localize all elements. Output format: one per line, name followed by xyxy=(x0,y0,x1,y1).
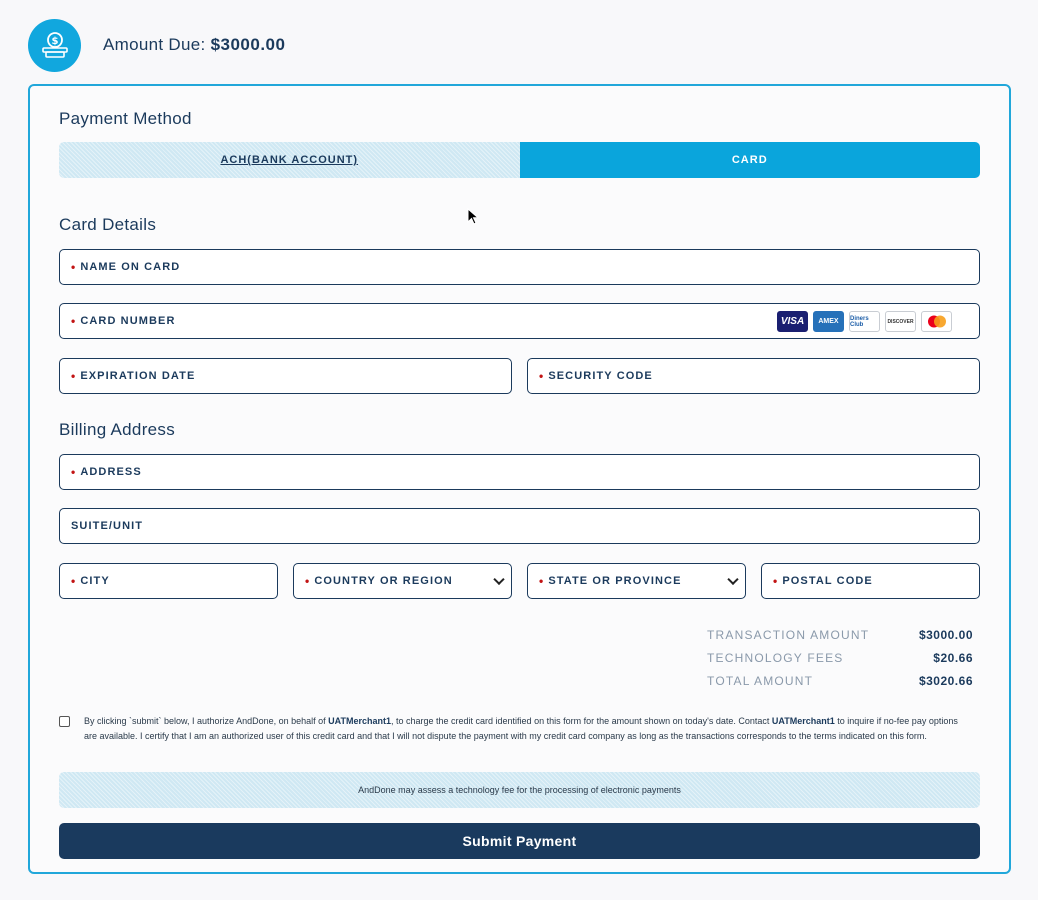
consent-section xyxy=(59,714,959,744)
diners-club-icon: Diners Club xyxy=(849,311,880,332)
money-deposit-icon xyxy=(28,19,81,72)
visa-icon: VISA xyxy=(777,311,808,332)
country-select[interactable] xyxy=(293,563,512,599)
header xyxy=(28,18,285,72)
card-details-title: Card Details xyxy=(59,215,157,234)
merchant-name: UATMerchant1 xyxy=(771,716,835,726)
card-number-label: CARD NUMBER xyxy=(80,315,176,327)
payment-summary xyxy=(707,623,973,692)
mouse-cursor-icon xyxy=(467,208,479,226)
mastercard-icon xyxy=(921,311,952,332)
svg-text:$: $ xyxy=(51,36,58,47)
address-label: ADDRESS xyxy=(80,466,142,478)
payment-method-tabs xyxy=(59,142,980,178)
required-marker: • xyxy=(71,465,77,479)
chevron-down-icon xyxy=(493,574,504,585)
total-amount-value: $3020.66 xyxy=(918,673,973,688)
city-label: CITY xyxy=(80,575,110,587)
summary-row-fees xyxy=(707,646,973,669)
chevron-down-icon xyxy=(727,574,738,585)
billing-address-title: Billing Address xyxy=(59,420,176,439)
submit-payment-button[interactable]: Submit Payment xyxy=(59,823,980,859)
expiration-date-label: EXPIRATION DATE xyxy=(80,370,196,382)
address-input[interactable] xyxy=(59,454,980,490)
consent-text-part: , to charge the credit card identified on this form for the amount shown on today's date. Contact xyxy=(390,716,772,726)
required-marker: • xyxy=(773,574,779,588)
tab-card[interactable]: CARD xyxy=(520,142,981,178)
consent-checkbox[interactable] xyxy=(59,716,70,727)
consent-text-part: By clicking `submit` below, I authorize AndDone, on behalf of xyxy=(84,716,329,726)
amount-due-value: $3000.00 xyxy=(210,35,286,54)
summary-row-transaction xyxy=(707,623,973,646)
state-select[interactable] xyxy=(527,563,746,599)
consent-text-part: to inquire if no-fee pay options are available. I certify that I am an authorized user of this credit card and that I will not dispute the payment with my credit card company as long as the transactions corresponds to the terms indicated on this form. xyxy=(84,716,958,741)
payment-method-title: Payment Method xyxy=(59,109,192,128)
transaction-amount-label: TRANSACTION AMOUNT xyxy=(707,627,870,642)
suite-unit-input[interactable] xyxy=(59,508,980,544)
postal-code-label: POSTAL CODE xyxy=(782,575,873,587)
card-number-input[interactable] xyxy=(59,303,980,339)
amount-due-label: Amount Due: xyxy=(103,35,206,54)
technology-fees-label: TECHNOLOGY FEES xyxy=(707,650,844,665)
technology-fees-value: $20.66 xyxy=(933,650,973,665)
tab-ach[interactable]: ACH(BANK ACCOUNT) xyxy=(59,142,520,178)
summary-row-total xyxy=(707,669,973,692)
country-label: COUNTRY OR REGION xyxy=(314,575,453,587)
required-marker: • xyxy=(305,574,311,588)
required-marker: • xyxy=(71,260,77,274)
total-amount-label: TOTAL AMOUNT xyxy=(707,673,814,688)
state-label: STATE OR PROVINCE xyxy=(548,575,682,587)
security-code-input[interactable] xyxy=(527,358,980,394)
payment-form xyxy=(28,84,1011,874)
required-marker: • xyxy=(71,574,77,588)
required-marker: • xyxy=(71,369,77,383)
required-marker: • xyxy=(71,314,77,328)
consent-text xyxy=(84,714,959,744)
fee-notice: AndDone may assess a technology fee for the processing of electronic payments xyxy=(59,772,980,808)
transaction-amount-value: $3000.00 xyxy=(918,627,973,642)
required-marker: • xyxy=(539,574,545,588)
amount-due xyxy=(103,35,285,55)
required-marker: • xyxy=(539,369,545,383)
expiration-date-input[interactable] xyxy=(59,358,512,394)
discover-icon: DISCOVER xyxy=(885,311,916,332)
security-code-label: SECURITY CODE xyxy=(548,370,653,382)
merchant-name: UATMerchant1 xyxy=(328,716,391,726)
amex-icon: AMEX xyxy=(813,311,844,332)
name-on-card-label: NAME ON CARD xyxy=(80,261,181,273)
card-brands xyxy=(777,311,952,332)
city-input[interactable] xyxy=(59,563,278,599)
name-on-card-input[interactable] xyxy=(59,249,980,285)
suite-unit-label: SUITE/UNIT xyxy=(71,520,144,532)
postal-code-input[interactable] xyxy=(761,563,980,599)
